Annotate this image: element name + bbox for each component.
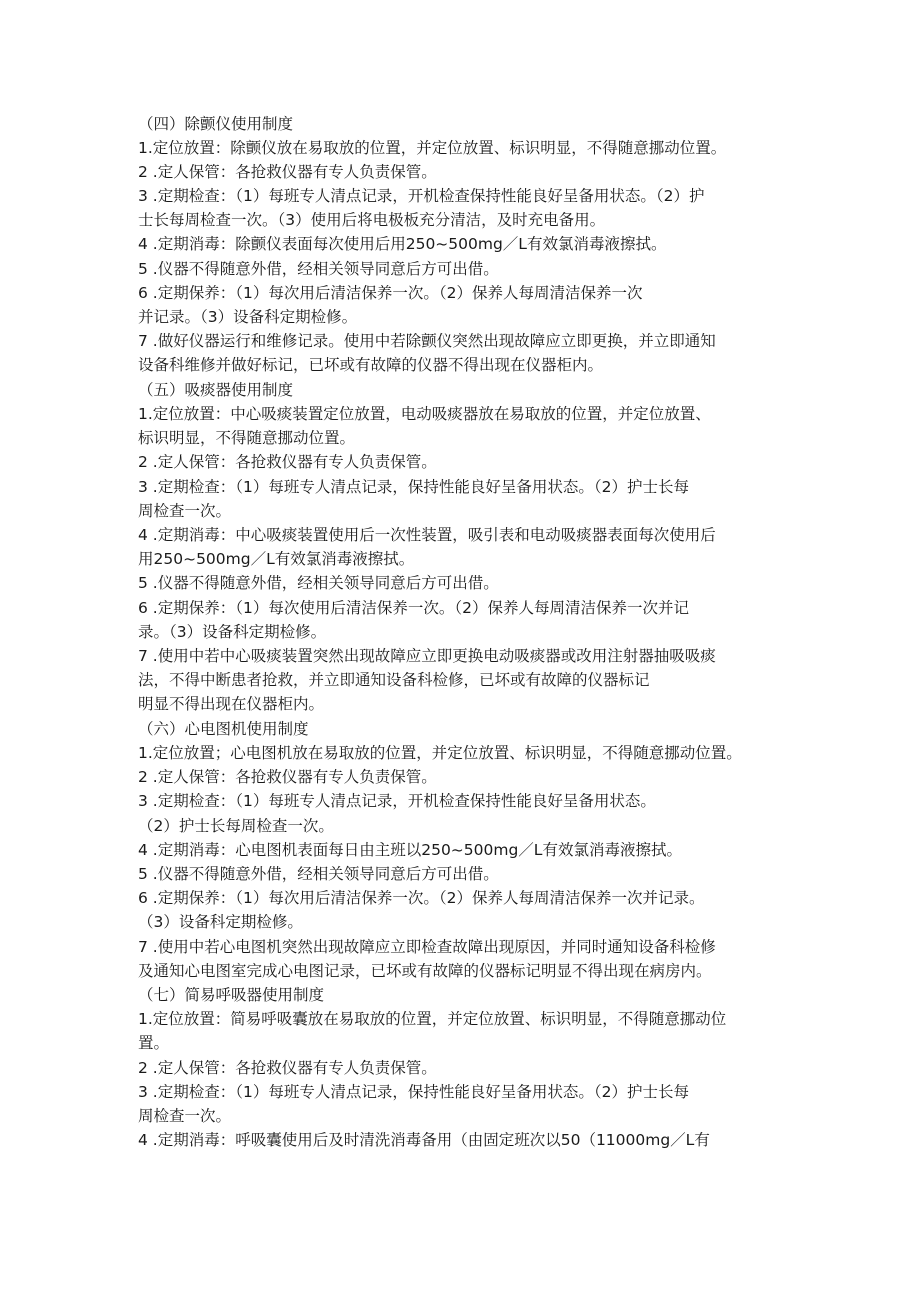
text-line: 2 .定人保管：各抢救仪器有专人负责保管。 <box>138 453 437 471</box>
text-line: 5 .仪器不得随意外借，经相关领导同意后方可出借。 <box>138 260 499 278</box>
text-line: 1.定位放置；心电图机放在易取放的位置，并定位放置、标识明显，不得随意挪动位置。 <box>138 744 742 762</box>
text-line: （3）设备科定期检修。 <box>138 913 303 931</box>
section-heading-resuscitator: （七）简易呼吸器使用制度 <box>138 986 325 1004</box>
text-line: 士长每周检查一次。（3）使用后将电极板充分清洁，及时充电备用。 <box>138 211 606 229</box>
text-line: 3 .定期检查：（1）每班专人清点记录，保持性能良好呈备用状态。（2）护士长每 <box>138 1083 689 1101</box>
text-line: 置。 <box>138 1034 170 1052</box>
text-line: 7 .使用中若心电图机突然出现故障应立即检查故障出现原因，并同时通知设备科检修 <box>138 938 716 956</box>
text-line: （2）护士长每周检查一次。 <box>138 817 334 835</box>
text-line: 4 .定期消毒：心电图机表面每日由主班以250~500mg／L有效氯消毒液擦拭。 <box>138 841 682 859</box>
text-line: 用250~500mg／L有效氯消毒液擦拭。 <box>138 550 415 568</box>
text-line: 2 .定人保管：各抢救仪器有专人负责保管。 <box>138 1059 437 1077</box>
text-line: 4 .定期消毒：除颤仪表面每次使用后用250~500mg／L有效氯消毒液擦拭。 <box>138 235 667 253</box>
text-line: 设备科维修并做好标记，已坏或有故障的仪器不得出现在仪器柜内。 <box>138 356 604 374</box>
text-line: 法，不得中断患者抢救，并立即通知设备科检修，已坏或有故障的仪器标记 <box>138 671 650 689</box>
text-line: 3 .定期检查：（1）每班专人清点记录，开机检查保持性能良好呈备用状态。 <box>138 792 656 810</box>
text-line: 周检查一次。 <box>138 502 232 520</box>
text-line: 6 .定期保养：（1）每次使用后清洁保养一次。（2）保养人每周清洁保养一次并记 <box>138 599 689 617</box>
text-line: 6 .定期保养：（1）每次用后清洁保养一次。（2）保养人每周清洁保养一次并记录。 <box>138 889 705 907</box>
text-line: 7 .做好仪器运行和维修记录。使用中若除颤仪突然出现故障应立即更换，并立即通知 <box>138 332 716 350</box>
text-line: 7 .使用中若中心吸痰装置突然出现故障应立即更换电动吸痰器或改用注射器抽吸吸痰 <box>138 647 716 665</box>
text-line: 周检查一次。 <box>138 1107 232 1125</box>
text-line: 5 .仪器不得随意外借，经相关领导同意后方可出借。 <box>138 865 499 883</box>
text-line: 及通知心电图室完成心电图记录，已坏或有故障的仪器标记明显不得出现在病房内。 <box>138 962 712 980</box>
text-line: 3 .定期检查：（1）每班专人清点记录，保持性能良好呈备用状态。（2）护士长每 <box>138 478 689 496</box>
section-heading-suction: （五）吸痰器使用制度 <box>138 381 294 399</box>
text-line: 1.定位放置：中心吸痰装置定位放置，电动吸痰器放在易取放的位置，并定位放置、 <box>138 405 711 423</box>
text-line: 并记录。（3）设备科定期检修。 <box>138 308 358 326</box>
text-line: 5 .仪器不得随意外借，经相关领导同意后方可出借。 <box>138 574 499 592</box>
text-line: 6 .定期保养：（1）每次用后清洁保养一次。（2）保养人每周清洁保养一次 <box>138 284 643 302</box>
text-line: 4 .定期消毒：中心吸痰装置使用后一次性装置，吸引表和电动吸痰器表面每次使用后 <box>138 526 716 544</box>
text-line: 录。（3）设备科定期检修。 <box>138 623 327 641</box>
text-line: 明显不得出现在仪器柜内。 <box>138 695 325 713</box>
section-heading-defibrillator: （四）除颤仪使用制度 <box>138 115 294 133</box>
text-line: 3 .定期检查：（1）每班专人清点记录，开机检查保持性能良好呈备用状态。（2）护 <box>138 187 705 205</box>
section-heading-ecg: （六）心电图机使用制度 <box>138 720 309 738</box>
text-line: 标识明显，不得随意挪动位置。 <box>138 429 356 447</box>
text-line: 4 .定期消毒：呼吸囊使用后及时清洗消毒备用（由固定班次以50（11000mg／L有 <box>138 1131 710 1149</box>
text-line: 1.定位放置：简易呼吸囊放在易取放的位置，并定位放置、标识明显，不得随意挪动位 <box>138 1010 727 1028</box>
text-line: 2 .定人保管：各抢救仪器有专人负责保管。 <box>138 163 437 181</box>
text-line: 2 .定人保管：各抢救仪器有专人负责保管。 <box>138 768 437 786</box>
text-line: 1.定位放置：除颤仪放在易取放的位置，并定位放置、标识明显，不得随意挪动位置。 <box>138 139 727 157</box>
